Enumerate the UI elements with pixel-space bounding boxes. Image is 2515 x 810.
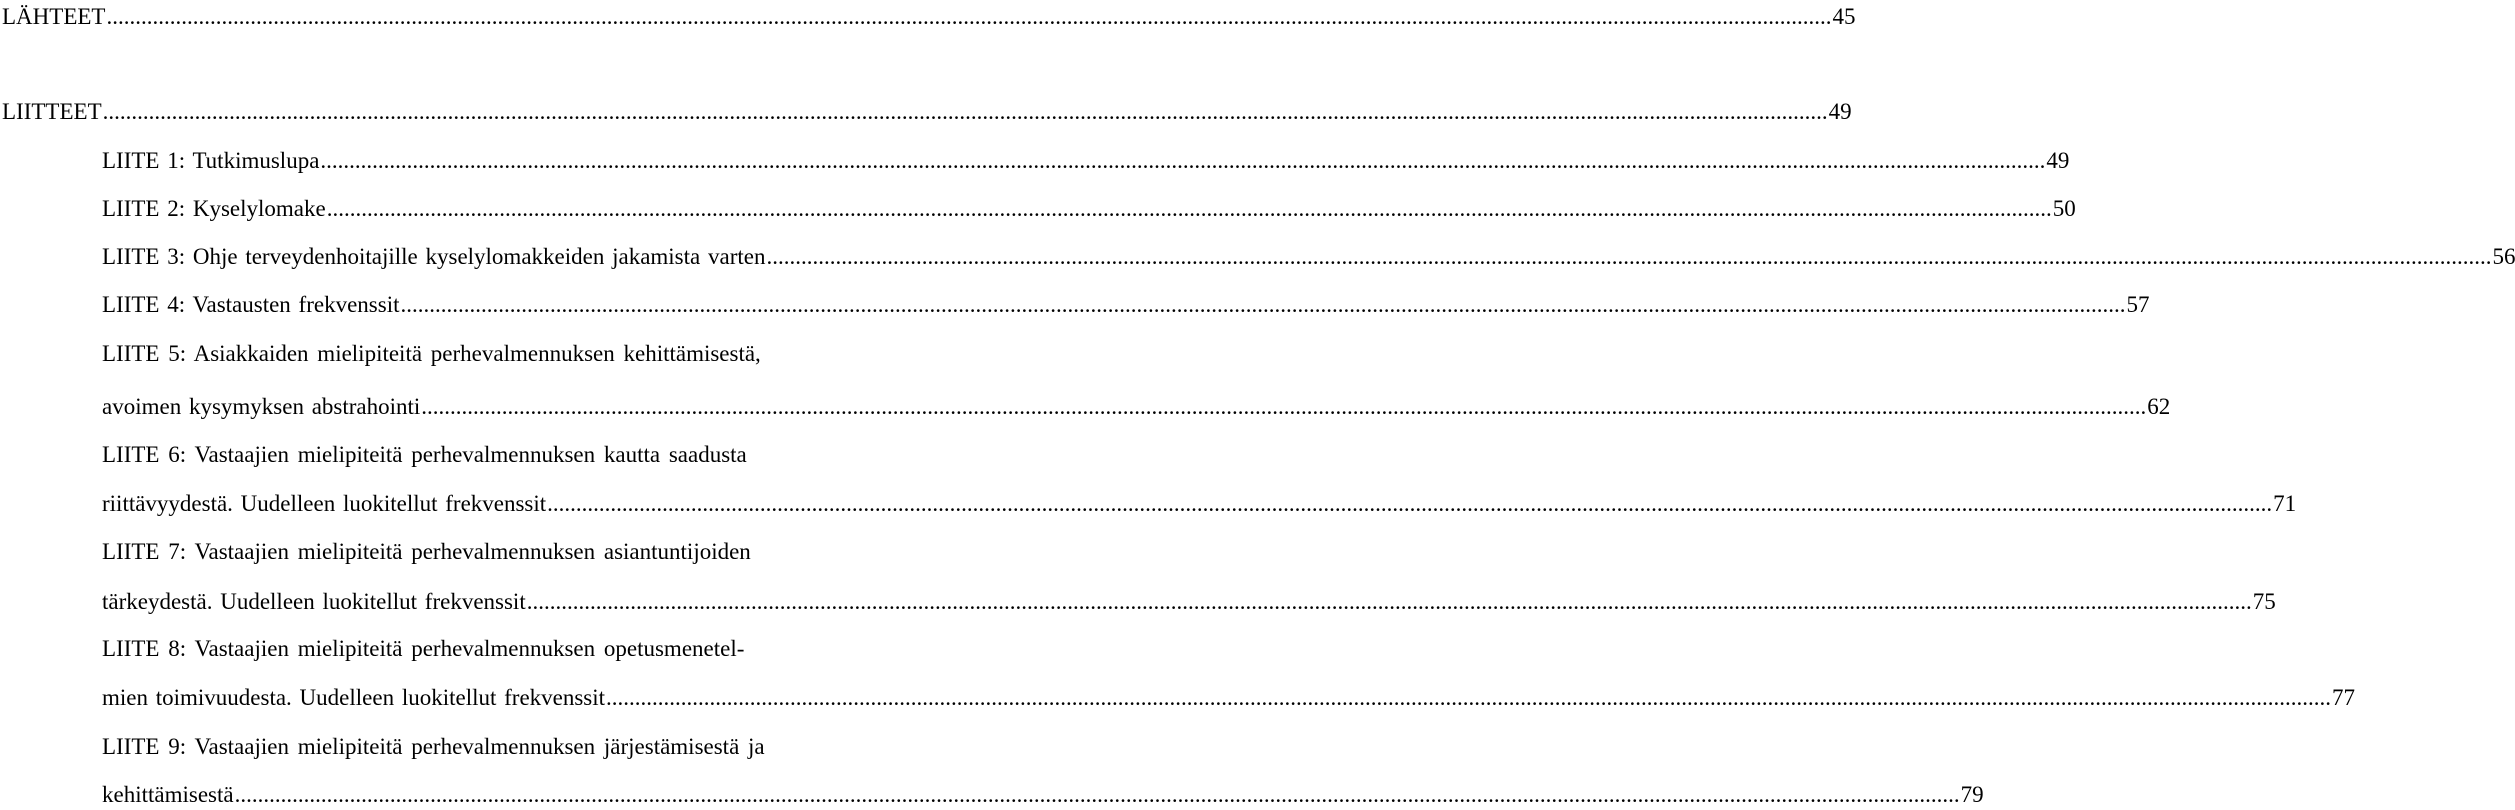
toc-page-number: 77 xyxy=(2332,685,2356,710)
toc-entry-liite-2[interactable] xyxy=(102,194,2076,224)
dot-leader: ............................................................................................................................................................................................................................................................................................................ xyxy=(526,589,2252,614)
toc-entry-title: mien toimivuudesta. Uudelleen luokitellut frekvenssit xyxy=(102,685,606,710)
toc-page-number: 56 xyxy=(2492,244,2515,269)
dot-leader: ............................................................................................................................................................................................................................................................................................................ xyxy=(106,4,1832,29)
toc-page-number: 79 xyxy=(1960,782,1984,807)
toc-page-number: 75 xyxy=(2252,589,2276,614)
toc-entry-liite-4[interactable] xyxy=(102,290,2150,320)
dot-leader: ............................................................................................................................................................................................................................................................................................................ xyxy=(234,782,1960,807)
toc-entry-title: LIITE 1: Tutkimuslupa xyxy=(102,148,320,173)
dot-leader: ............................................................................................................................................................................................................................................................................................................ xyxy=(421,394,2147,419)
dot-leader: ............................................................................................................................................................................................................................................................................................................ xyxy=(606,685,2332,710)
toc-page-number: 62 xyxy=(2147,394,2171,419)
toc-entry-liite-5[interactable] xyxy=(102,392,2171,422)
toc-entry-liite-3[interactable] xyxy=(102,242,2515,272)
toc-entry-title: LÄHTEET xyxy=(2,4,106,29)
toc-entry-title: LIITE 3: Ohje terveydenhoitajille kyselylomakkeiden jakamista varten xyxy=(102,244,766,269)
toc-entry-liite-1[interactable] xyxy=(102,146,2070,176)
toc-entry-title: riittävyydestä. Uudelleen luokitellut frekvenssit xyxy=(102,491,547,516)
toc-page-number: 49 xyxy=(2046,148,2070,173)
toc-page-number: 57 xyxy=(2126,292,2150,317)
dot-leader: ............................................................................................................................................................................................................................................................................................................ xyxy=(547,491,2273,516)
toc-entry-title: LIITTEET xyxy=(2,99,102,124)
toc-entry-liite-9[interactable] xyxy=(102,780,1984,810)
toc-entry-liite-7-line-1[interactable]: LIITE 7: Vastaajien mielipiteitä perhevalmennuksen asiantuntijoiden xyxy=(102,539,751,564)
toc-entry-title: LIITE 4: Vastausten frekvenssit xyxy=(102,292,400,317)
toc-entry-title: tärkeydestä. Uudelleen luokitellut frekvenssit xyxy=(102,589,526,614)
toc-entry-title: LIITE 2: Kyselylomake xyxy=(102,196,326,221)
toc-page-number: 50 xyxy=(2052,196,2076,221)
toc-entry-liite-8[interactable] xyxy=(102,683,2356,713)
toc-entry-liite-8-line-1[interactable]: LIITE 8: Vastaajien mielipiteitä perhevalmennuksen opetusmenetel- xyxy=(102,636,745,661)
toc-entry-lahteet[interactable] xyxy=(2,2,1856,32)
dot-leader: ............................................................................................................................................................................................................................................................................................................ xyxy=(400,292,2126,317)
toc-page-number: 45 xyxy=(1832,4,1856,29)
toc-entry-liite-5-line-1[interactable]: LIITE 5: Asiakkaiden mielipiteitä perhevalmennuksen kehittämisestä, xyxy=(102,341,761,366)
toc-entry-liitteet[interactable] xyxy=(2,97,1852,127)
toc-entry-title: avoimen kysymyksen abstrahointi xyxy=(102,394,421,419)
dot-leader: ............................................................................................................................................................................................................................................................................................................ xyxy=(320,148,2046,173)
toc-entry-liite-6-line-1[interactable]: LIITE 6: Vastaajien mielipiteitä perhevalmennuksen kautta saadusta xyxy=(102,442,747,467)
toc-page-number: 49 xyxy=(1828,99,1852,124)
toc-entry-liite-9-line-1[interactable]: LIITE 9: Vastaajien mielipiteitä perhevalmennuksen järjestämisestä ja xyxy=(102,734,765,759)
dot-leader: ............................................................................................................................................................................................................................................................................................................ xyxy=(102,99,1828,124)
toc-entry-liite-7[interactable] xyxy=(102,587,2276,617)
toc-page-number: 71 xyxy=(2273,491,2297,516)
toc-entry-title: kehittämisestä xyxy=(102,782,234,807)
toc-entry-liite-6[interactable] xyxy=(102,489,2297,519)
dot-leader: ............................................................................................................................................................................................................................................................................................................ xyxy=(326,196,2052,221)
dot-leader: ............................................................................................................................................................................................................................................................................................................ xyxy=(766,244,2492,269)
